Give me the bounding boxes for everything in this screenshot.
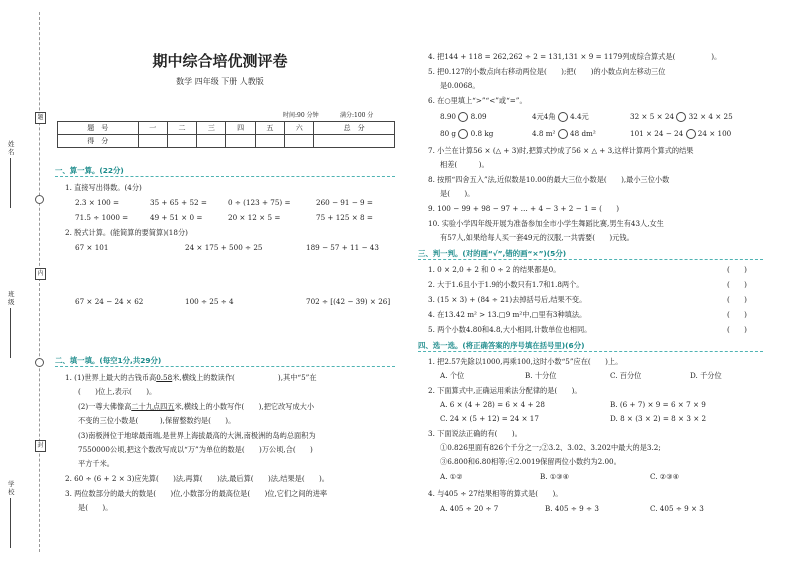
answer-blank[interactable]: ( ): [727, 310, 747, 319]
question-text: 10. 实验小学四年级开展为准备参加全市小学生舞蹈比赛,男生有43人,女生: [428, 219, 664, 228]
question-text: ( )位上,表示( )。: [78, 387, 157, 396]
answer-blank[interactable]: ( ): [727, 280, 747, 289]
class-line: [10, 308, 11, 358]
score-cell: 六: [285, 122, 314, 135]
compare-item: [440, 112, 487, 122]
question-text: 2. 60 ÷ (6 + 2 × 3)应先算( )法,再算( )法,最后算( )法,结果是( )。: [65, 474, 329, 483]
score-input[interactable]: [167, 135, 196, 148]
compare-circle-icon[interactable]: [458, 112, 468, 122]
question-text: (3)南极洲位于地球最南端,是世界上海拔最高的大洲,南极洲的岛屿总面积为: [78, 431, 316, 440]
binding-mark: 封: [35, 440, 46, 452]
calc-item: 35 + 65 + 52 =: [150, 198, 207, 207]
option-b: B. 十分位: [525, 371, 557, 380]
compare-right: 24 × 100: [697, 129, 732, 138]
question-text: 6. 在○里填上“>”“<”或“=”。: [428, 96, 527, 105]
question-text: 是0.0068。: [440, 81, 480, 90]
page-subtitle: 数学 四年级 下册 人教版: [176, 77, 264, 86]
text-part: (2)一尊大佛像高: [78, 402, 132, 411]
answer-blank[interactable]: ( ): [727, 325, 747, 334]
compare-circle-icon[interactable]: [558, 112, 568, 122]
score-cell: 得 分: [58, 135, 139, 148]
score-cell: 二: [167, 122, 196, 135]
question-text: 相差( )。: [440, 160, 489, 169]
compare-item: [630, 112, 733, 122]
option-d: D. 8 × (3 × 2) = 8 × 3 × 2: [610, 414, 707, 423]
school-line: [10, 498, 11, 548]
option-a: A. 405 ÷ 20 ÷ 7: [440, 504, 499, 513]
class-label: 班级: [8, 290, 15, 306]
score-cell: 题 号: [58, 122, 139, 135]
score-input[interactable]: [285, 135, 314, 148]
compare-item: [440, 129, 493, 139]
judge-item: 4. 在13.42 m² > 13.□9 m²中,□里有3种填法。: [428, 310, 587, 319]
compare-right: 48 dm²: [570, 129, 596, 138]
school-label: 学校: [8, 480, 15, 496]
compare-left: 4元4角: [532, 112, 556, 121]
question-text: [78, 402, 314, 411]
calc-item: 49 + 51 × 0 =: [150, 213, 203, 222]
section-title: 一、算一算。(22分): [55, 166, 124, 175]
compare-circle-icon[interactable]: [686, 129, 696, 139]
question-text: 2. 脱式计算。(能简算的要简算)(18分): [65, 228, 188, 237]
score-cell: 总 分: [314, 122, 395, 135]
question-text: 是( )。: [78, 503, 113, 512]
calc-item: 71.5 ÷ 1000 =: [75, 213, 129, 222]
compare-circle-icon[interactable]: [558, 129, 568, 139]
question-text: 2. 下面算式中,正确运用乘法分配律的是( )。: [428, 386, 582, 395]
compare-circle-icon[interactable]: [458, 129, 468, 139]
question-text: 是( )。: [440, 189, 475, 198]
compare-left: 32 × 5 × 24: [630, 112, 675, 121]
question-text: [65, 373, 317, 382]
option-c: C. ②③④: [650, 472, 680, 481]
calc-item: 189 − 57 + 11 − 43: [306, 243, 379, 252]
score-input[interactable]: [255, 135, 284, 148]
binding-mark: 题: [35, 112, 46, 124]
section-title: 四、选一选。(将正确答案的序号填在括号里)(6分): [418, 341, 585, 350]
full-score: 满分:100 分: [340, 112, 374, 119]
score-cell: 一: [138, 122, 167, 135]
calc-item: 20 × 12 × 5 =: [228, 213, 281, 222]
question-text: 4. 把144 + 118 = 262,262 ÷ 2 = 131,131 × 9 = 1179列成综合算式是( )。: [428, 52, 722, 61]
score-value-row: [58, 135, 395, 148]
underlined-number: 二十九点四五: [131, 402, 175, 411]
section-divider: [418, 351, 763, 352]
section-divider: [418, 259, 763, 260]
section-divider: [55, 366, 395, 367]
judge-item: 1. 0 × 2,0 + 2 和 0 ÷ 2 的结果都是0。: [428, 265, 561, 274]
statement-text: ③6.800和6.80相等;④2.0019保留两位小数约为2.00。: [440, 457, 621, 466]
section-title: 二、填一填。(每空1分,共29分): [55, 356, 162, 365]
compare-left: 8.90: [440, 112, 457, 121]
answer-blank[interactable]: ( ): [727, 265, 747, 274]
question-text: 5. 把0.127的小数点向右移动两位是( );把( )的小数点向左移动三位: [428, 67, 666, 76]
text-part: 1. (1)世界上最大的古钱币高: [65, 373, 157, 382]
text-part: 米,横线上的数读作( ),其中“5”在: [172, 373, 317, 382]
page-title: 期中综合培优测评卷: [152, 52, 288, 70]
binding-hole: [35, 195, 44, 204]
judge-item: 5. 两个小数4.80和4.8,大小相同,计数单位也相同。: [428, 325, 592, 334]
score-table: [57, 121, 395, 148]
underlined-number: 0.58: [156, 373, 173, 382]
question-text: 1. 把2.57先除以1000,再乘100,这时小数“5”应在( )上。: [428, 357, 623, 366]
compare-circle-icon[interactable]: [676, 112, 686, 122]
question-text: 3. 下面说法正确的有( )。: [428, 429, 522, 438]
option-b: B. (6 + 7) × 9 = 6 × 7 × 9: [610, 400, 706, 409]
judge-item: 2. 大于1.6且小于1.9的小数只有1.7和1.8两个。: [428, 280, 584, 289]
statement-text: ①0.826里面有826个千分之一;②3.2、3.02、3.202中最大的是3.2;: [440, 443, 661, 452]
score-input[interactable]: [197, 135, 226, 148]
question-text: 平方千米。: [78, 459, 114, 468]
binding-hole: [35, 358, 44, 367]
option-b: B. 405 ÷ 9 ÷ 3: [545, 504, 599, 513]
calc-item: 75 + 125 × 8 =: [316, 213, 373, 222]
option-c: C. 百分位: [610, 371, 642, 380]
score-input[interactable]: [226, 135, 255, 148]
score-input[interactable]: [314, 135, 395, 148]
name-label: 姓名: [8, 140, 15, 156]
option-c: C. 24 × (5 + 12) = 24 × 17: [440, 414, 539, 423]
score-cell: 五: [255, 122, 284, 135]
calc-item: 67 × 24 − 24 × 62: [75, 297, 144, 306]
question-text: 7550000公顷,把这个数改写成以“万”为单位的数是( )万公顷,合( ): [78, 445, 313, 454]
question-text: 不变的三位小数是( ),保留整数约是( )。: [78, 416, 236, 425]
compare-item: [532, 112, 589, 122]
binding-mark: 内: [35, 268, 46, 280]
compare-right: 0.8 kg: [470, 129, 494, 138]
calc-item: 260 − 91 − 9 =: [316, 198, 373, 207]
compare-left: 4.8 m²: [532, 129, 556, 138]
question-text: 3. 两位数部分的最大的数是( )位,小数部分的最高位是( )位,它们之间的进率: [65, 489, 328, 498]
calc-item: 100 ÷ 25 ÷ 4: [185, 297, 234, 306]
compare-item: [630, 129, 731, 139]
option-b: B. ①③④: [540, 472, 570, 481]
section-divider: [55, 176, 395, 177]
option-d: D. 千分位: [690, 371, 722, 380]
question-text: 4. 与405 ÷ 27结果相等的算式是( )。: [428, 489, 563, 498]
answer-blank[interactable]: ( ): [727, 295, 747, 304]
text-part: 米,横线上的小数写作( ),把它改写成大小: [174, 402, 315, 411]
score-cell: 四: [226, 122, 255, 135]
question-text: 9. 100 − 99 + 98 − 97 + … + 4 − 3 + 2 − 1 = ( ): [428, 204, 620, 213]
judge-item: 3. (15 × 3) + (84 ÷ 21)去掉括号后,结果不变。: [428, 295, 587, 304]
option-a: A. 6 × (4 + 28) = 6 × 4 + 28: [440, 400, 545, 409]
question-text: 1. 直接写出得数。(4分): [65, 183, 142, 192]
calc-item: 67 × 101: [75, 243, 109, 252]
calc-item: 24 × 175 + 500 ÷ 25: [185, 243, 263, 252]
compare-right: 4.4元: [570, 112, 589, 121]
time-info: 时间:90 分钟: [283, 112, 319, 119]
compare-item: [532, 129, 596, 139]
name-line: [10, 158, 11, 208]
question-text: 8. 按照“四舍五入”法,近似数是10.00的最大三位小数是( ),最小三位小数: [428, 175, 670, 184]
question-text: 7. 小兰在计算56 × (△ + 3)时,把算式抄成了56 × △ + 3,这样计算两个算式的结果: [428, 146, 694, 155]
score-header-row: [58, 122, 395, 135]
compare-left: 101 × 24 − 24: [630, 129, 684, 138]
compare-right: 32 × 4 × 25: [688, 112, 733, 121]
option-c: C. 405 ÷ 9 × 3: [650, 504, 704, 513]
question-text: 有57人,如果给每人买一套49元的汉服,一共需要( )元钱。: [440, 233, 634, 242]
compare-left: 80 g: [440, 129, 457, 138]
calc-item: 0 ÷ (123 + 75) =: [228, 198, 291, 207]
option-a: A. ①②: [440, 472, 463, 481]
score-cell: 三: [197, 122, 226, 135]
section-title: 三、判一判。(对的画“√”,错的画“×”)(5分): [418, 249, 567, 258]
calc-item: 702 ÷ [(42 − 39) × 26]: [306, 297, 391, 306]
calc-item: 2.3 × 100 =: [75, 198, 120, 207]
option-a: A. 个位: [440, 371, 465, 380]
score-input[interactable]: [138, 135, 167, 148]
binding-line: [39, 12, 40, 552]
compare-right: 8.09: [470, 112, 487, 121]
